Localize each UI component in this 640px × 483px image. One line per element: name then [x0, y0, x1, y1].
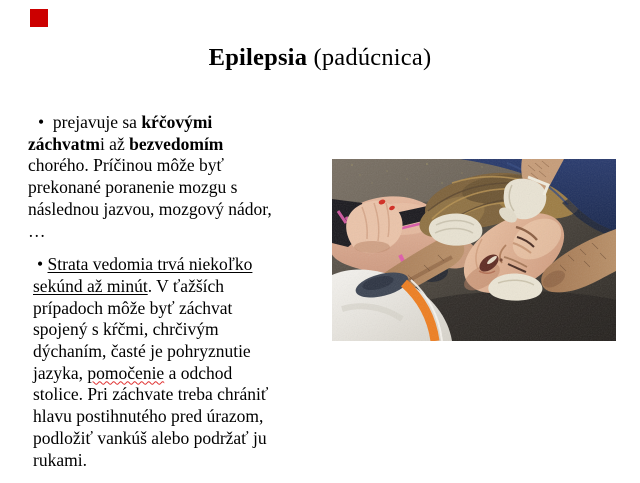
photo-grain-texture	[332, 159, 616, 341]
text-line	[28, 363, 328, 385]
text-line	[28, 406, 328, 428]
text-line	[28, 319, 328, 341]
text-segment: . V ťažších	[147, 275, 225, 296]
text-segment: jazyka,	[33, 362, 88, 383]
bullet-paragraph	[28, 254, 328, 471]
text-segment: chorého. Príčinou môže byť	[28, 155, 225, 176]
text-segment: hlavu postihnutého pred úrazom,	[33, 406, 264, 427]
text-line	[28, 341, 328, 363]
text-segment: záchvatm	[28, 133, 100, 154]
body-text	[28, 112, 328, 483]
title-text-bold: Epilepsia	[208, 44, 308, 71]
text-segment: bezvedomím	[129, 133, 224, 154]
text-segment: prekonané poranenie mozgu s	[28, 177, 238, 198]
text-segment: pomočenie	[87, 362, 165, 383]
text-segment: rukami.	[33, 449, 87, 470]
bullet-paragraph	[28, 112, 328, 242]
text-segment: spojený s kŕčmi, chrčivým	[33, 319, 219, 340]
text-segment: i až	[99, 133, 130, 154]
text-line	[28, 298, 328, 320]
text-line	[28, 177, 328, 199]
text-segment: podložiť vankúš alebo podržať ju	[33, 427, 267, 448]
text-line	[28, 384, 328, 406]
text-line	[28, 254, 328, 276]
slide-title	[0, 44, 640, 72]
text-segment: •	[37, 254, 48, 275]
text-line	[28, 428, 328, 450]
text-segment: a odchod	[164, 362, 233, 383]
text-segment: …	[28, 220, 46, 241]
text-line	[28, 221, 328, 243]
text-line	[28, 276, 328, 298]
text-line	[28, 155, 328, 177]
text-segment: Strata vedomia trvá niekoľko	[47, 254, 253, 275]
text-line	[28, 199, 328, 221]
title-text-regular: (padúcnica)	[307, 44, 432, 71]
first-aid-photo	[332, 159, 616, 341]
text-segment: dýchaním, časté je pohryznutie	[33, 341, 251, 362]
text-segment: prejavuje sa	[52, 112, 142, 132]
text-line	[28, 134, 328, 156]
text-line	[28, 112, 328, 134]
red-corner-marker	[30, 9, 48, 27]
text-segment: sekúnd až minút	[33, 275, 148, 296]
text-line	[28, 450, 328, 472]
text-segment: kŕčovými	[141, 112, 213, 132]
text-segment: prípadoch môže byť záchvat	[33, 297, 233, 318]
text-segment: stolice. Pri záchvate treba chrániť	[33, 384, 269, 405]
text-segment: •	[38, 112, 53, 132]
text-segment: následnou jazvou, mozgový nádor,	[28, 198, 272, 219]
